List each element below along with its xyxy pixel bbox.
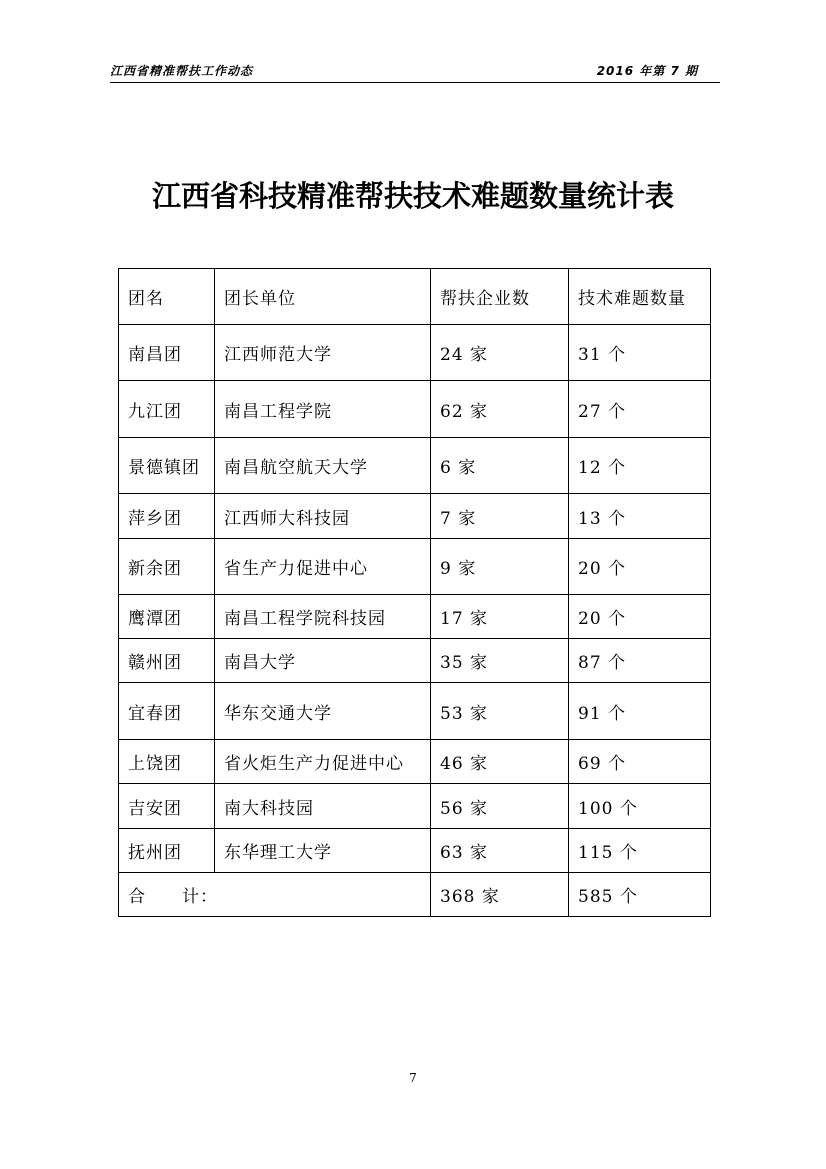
table-cell: 27 个 xyxy=(569,381,711,438)
table-cell: 24 家 xyxy=(431,325,569,381)
table-cell: 17 家 xyxy=(431,595,569,639)
total-enterprises: 368 家 xyxy=(431,873,569,917)
table-cell: 省生产力促进中心 xyxy=(215,539,431,595)
table-cell: 69 个 xyxy=(569,740,711,784)
document-title: 江西省科技精准帮扶技术难题数量统计表 xyxy=(151,179,674,213)
table-cell: 东华理工大学 xyxy=(215,829,431,873)
table-cell: 100 个 xyxy=(569,784,711,829)
table-cell: 上饶团 xyxy=(119,740,215,784)
table-cell: 20 个 xyxy=(569,595,711,639)
table-cell: 南昌航空航天大学 xyxy=(215,438,431,494)
table-body xyxy=(119,269,711,917)
table-header-row xyxy=(119,269,711,325)
header-publication-title: 江西省精准帮扶工作动态 xyxy=(110,64,254,78)
table-cell: 53 家 xyxy=(431,683,569,740)
table-cell: 91 个 xyxy=(569,683,711,740)
table-cell: 56 家 xyxy=(431,784,569,829)
table-cell: 宜春团 xyxy=(119,683,215,740)
total-problems: 585 个 xyxy=(569,873,711,917)
header-issue: 2016 年第 7 期 xyxy=(596,64,698,78)
column-header: 团名 xyxy=(119,269,215,325)
table-cell: 鹰潭团 xyxy=(119,595,215,639)
table-cell: 江西师大科技园 xyxy=(215,494,431,539)
table-cell: 63 家 xyxy=(431,829,569,873)
table-cell: 46 家 xyxy=(431,740,569,784)
table-cell: 景德镇团 xyxy=(119,438,215,494)
table-cell: 12 个 xyxy=(569,438,711,494)
table-total-row xyxy=(119,873,711,917)
table-cell: 南昌大学 xyxy=(215,639,431,683)
column-header: 技术难题数量 xyxy=(569,269,711,325)
table-row xyxy=(119,683,711,740)
table-cell: 115 个 xyxy=(569,829,711,873)
table-cell: 13 个 xyxy=(569,494,711,539)
total-label: 合 计： xyxy=(119,873,431,917)
table-cell: 35 家 xyxy=(431,639,569,683)
table-cell: 南昌团 xyxy=(119,325,215,381)
table-cell: 赣州团 xyxy=(119,639,215,683)
table-row xyxy=(119,494,711,539)
table-cell: 抚州团 xyxy=(119,829,215,873)
table-cell: 6 家 xyxy=(431,438,569,494)
table-row xyxy=(119,325,711,381)
table-row xyxy=(119,381,711,438)
table-cell: 吉安团 xyxy=(119,784,215,829)
column-header: 团长单位 xyxy=(215,269,431,325)
table-row xyxy=(119,539,711,595)
table-row xyxy=(119,784,711,829)
page-number: 7 xyxy=(409,1071,417,1085)
table-cell: 9 家 xyxy=(431,539,569,595)
statistics-table xyxy=(118,268,711,917)
table-row xyxy=(119,639,711,683)
table-cell: 南大科技园 xyxy=(215,784,431,829)
table-row xyxy=(119,595,711,639)
table-cell: 江西师范大学 xyxy=(215,325,431,381)
table-cell: 南昌工程学院 xyxy=(215,381,431,438)
table-cell: 20 个 xyxy=(569,539,711,595)
page-header xyxy=(110,60,720,83)
table-cell: 南昌工程学院科技园 xyxy=(215,595,431,639)
table-row xyxy=(119,829,711,873)
table-cell: 62 家 xyxy=(431,381,569,438)
table-cell: 省火炬生产力促进中心 xyxy=(215,740,431,784)
table-row xyxy=(119,438,711,494)
table-cell: 萍乡团 xyxy=(119,494,215,539)
table-cell: 87 个 xyxy=(569,639,711,683)
column-header: 帮扶企业数 xyxy=(431,269,569,325)
table-row xyxy=(119,740,711,784)
table-cell: 7 家 xyxy=(431,494,569,539)
table-cell: 华东交通大学 xyxy=(215,683,431,740)
table-cell: 31 个 xyxy=(569,325,711,381)
table-cell: 九江团 xyxy=(119,381,215,438)
table-cell: 新余团 xyxy=(119,539,215,595)
